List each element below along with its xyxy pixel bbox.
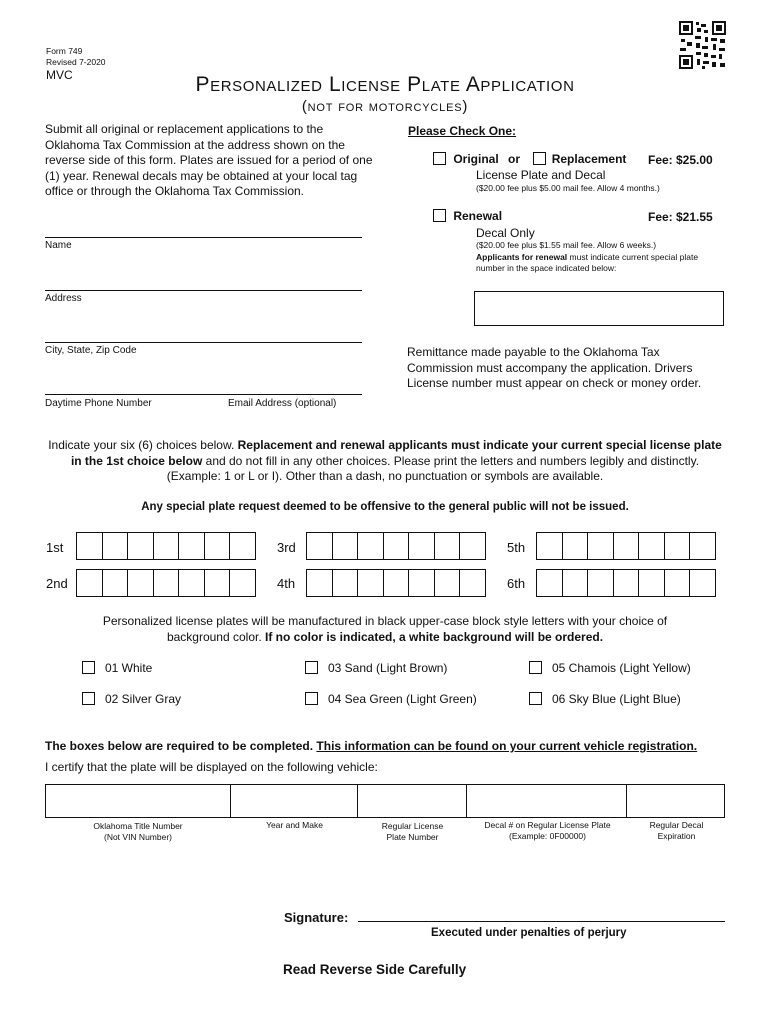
renewal-desc: Decal Only: [476, 226, 535, 240]
choice-2-label: 2nd: [46, 576, 68, 591]
renewal-label: Renewal: [453, 209, 503, 223]
color-06-label: 06 Sky Blue (Light Blue): [552, 692, 681, 706]
signature-note: Executed under penalties of perjury: [431, 927, 627, 939]
intro-text: Submit all original or replacement applications to the Oklahoma Tax Commission at the address shown on the reverse side of this form. Plates are issued for a period of one (1) year. Renewal decals may be obtained at your local tag office or through the Oklahoma Tax Commission.: [45, 122, 373, 198]
phone-label: Daytime Phone Number: [45, 398, 152, 409]
title-number-field[interactable]: [46, 785, 231, 817]
original-fee: Fee: $25.00: [648, 153, 713, 167]
decal-expiration-label: Regular Decal Expiration: [649, 820, 704, 841]
page-title: Personalized License Plate Application: [195, 73, 575, 96]
color-01-checkbox[interactable]: [82, 661, 95, 674]
original-note: ($20.00 fee plus $5.00 mail fee. Allow 4 months.): [476, 183, 660, 193]
check-one-heading: [408, 124, 516, 138]
color-05-checkbox[interactable]: [529, 661, 542, 674]
choice-3-boxes[interactable]: [306, 532, 485, 560]
vehicle-required-underline: This information can be found on your current vehicle registration.: [316, 739, 698, 753]
footer-note: Read Reverse Side Carefully: [283, 962, 467, 977]
color-option-06[interactable]: [529, 692, 681, 706]
choice-3-label: 3rd: [277, 540, 296, 555]
choice-5-label: 5th: [507, 540, 526, 555]
color-02-checkbox[interactable]: [82, 692, 95, 705]
color-03-checkbox[interactable]: [305, 661, 318, 674]
check-one-heading-text: Please Check One:: [408, 124, 517, 138]
renewal-note: ($20.00 fee plus $1.55 mail fee. Allow 6 weeks.): [476, 240, 657, 250]
replacement-label: Replacement: [551, 152, 627, 166]
color-option-02[interactable]: [82, 692, 181, 706]
choice-6-boxes[interactable]: [536, 569, 715, 597]
color-02-label: 02 Silver Gray: [105, 692, 182, 706]
choice-4-label: 4th: [277, 576, 296, 591]
renewal-row: [433, 209, 502, 223]
choice-2-boxes[interactable]: [76, 569, 255, 597]
form-revised: Revised 7-2020: [46, 57, 106, 67]
phone-email-line[interactable]: [45, 394, 362, 395]
choice-1-label: 1st: [46, 540, 64, 555]
vehicle-required-note: [45, 739, 697, 753]
year-make-field[interactable]: [231, 785, 358, 817]
color-option-03[interactable]: [305, 661, 447, 675]
decal-number-label: Decal # on Regular License Plate (Example: 0F00000): [484, 820, 611, 841]
color-intro-plain: Personalized license plates will be manufactured in black upper-case block style letters with your choice of background color.: [102, 614, 668, 644]
address-line[interactable]: [45, 290, 362, 291]
address-label: Address: [45, 293, 82, 304]
choice-5-boxes[interactable]: [536, 532, 715, 560]
signature-line[interactable]: [358, 921, 725, 922]
vehicle-fields-row: [45, 784, 725, 818]
remittance-text: Remittance made payable to the Oklahoma Tax Commission must accompany the application. Drivers License number must appear on check or money order.: [407, 345, 702, 390]
choices-instr-bold: Replacement and renewal applicants must indicate your current special license plate in the 1st choice below: [70, 438, 722, 468]
signature-label: Signature:: [284, 910, 349, 925]
original-replacement-row: [433, 152, 626, 166]
qr-code-icon: [679, 21, 726, 69]
vehicle-required-bold: The boxes below are required to be completed.: [45, 739, 317, 753]
color-06-checkbox[interactable]: [529, 692, 542, 705]
color-intro-bold: If no color is indicated, a white background will be ordered.: [265, 629, 604, 644]
color-04-label: 04 Sea Green (Light Green): [328, 692, 477, 706]
renewal-instr-bold: Applicants for renewal: [476, 252, 568, 262]
renewal-fee: Fee: $21.55: [648, 210, 713, 224]
color-01-label: 01 White: [105, 661, 153, 675]
year-make-label: Year and Make: [266, 820, 323, 830]
renewal-checkbox[interactable]: [433, 209, 446, 222]
choices-instr-rest: and do not fill in any other choices. Please print the letters and numbers legibly and distinctly. (Example: 1 or L or I). Other than a dash, no punctuation or symbols are available.: [166, 453, 700, 483]
color-option-04[interactable]: [305, 692, 477, 706]
replacement-checkbox[interactable]: [533, 152, 546, 165]
color-03-label: 03 Sand (Light Brown): [328, 661, 448, 675]
renewal-instr-rest: must indicate current special plate number in the space indicated below:: [476, 252, 699, 273]
choice-1-boxes[interactable]: [76, 532, 255, 560]
license-plate-field[interactable]: [358, 785, 467, 817]
page-subtitle: (not for motorcycles): [301, 98, 469, 115]
renewal-instructions: [476, 252, 726, 274]
form-agency: MVC: [46, 68, 73, 82]
name-label: Name: [45, 240, 72, 251]
email-label: Email Address (optional): [228, 398, 337, 409]
vehicle-certify: I certify that the plate will be displayed on the following vehicle:: [45, 760, 378, 774]
color-instructions: [95, 614, 675, 645]
form-number: Form 749: [46, 46, 83, 56]
original-label: Original: [453, 152, 499, 166]
offensive-warning: Any special plate request deemed to be offensive to the general public will not be issued.: [141, 501, 629, 513]
current-plate-number-field[interactable]: [474, 291, 724, 326]
choice-4-boxes[interactable]: [306, 569, 485, 597]
color-04-checkbox[interactable]: [305, 692, 318, 705]
name-line[interactable]: [45, 237, 362, 238]
color-05-label: 05 Chamois (Light Yellow): [552, 661, 691, 675]
choice-6-label: 6th: [507, 576, 526, 591]
color-option-01[interactable]: [82, 661, 152, 675]
original-checkbox[interactable]: [433, 152, 446, 165]
city-state-zip-label: City, State, Zip Code: [45, 345, 137, 356]
license-plate-label: Regular License Plate Number: [381, 821, 444, 842]
decal-expiration-field[interactable]: [627, 785, 724, 817]
color-option-05[interactable]: [529, 661, 691, 675]
choices-instr-plain: Indicate your six (6) choices below.: [48, 438, 238, 452]
or-label: or: [508, 152, 521, 166]
original-desc: License Plate and Decal: [476, 168, 606, 182]
title-number-label: Oklahoma Title Number (Not VIN Number): [93, 821, 183, 842]
city-state-zip-line[interactable]: [45, 342, 362, 343]
decal-number-field[interactable]: [467, 785, 628, 817]
choices-instructions: [45, 438, 725, 485]
